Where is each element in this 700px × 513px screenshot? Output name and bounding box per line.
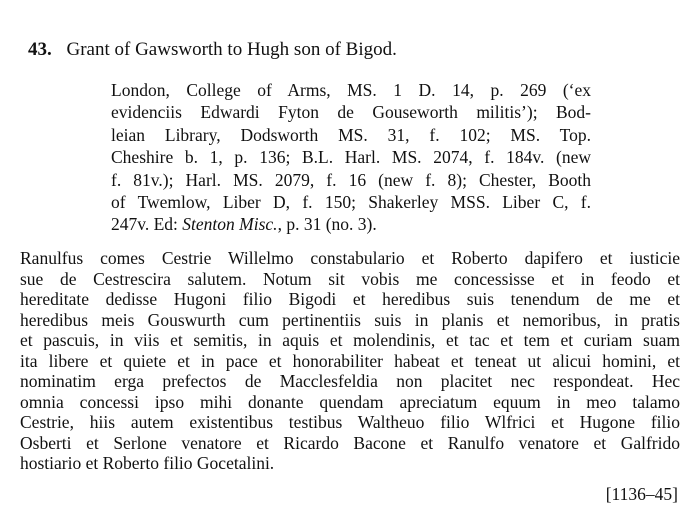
charter-line: hostiario et Roberto filio Gocetalini. (20, 453, 275, 473)
sources-line: London, College of Arms, MS. 1 D. 14, p. 269 (‘ex (111, 80, 591, 100)
charter-line: hereditate dedisse Hugoni filio Bigodi et heredibus suis tenendum de me et (20, 289, 680, 309)
sources-line: Cheshire b. 1, p. 136; B.L. Harl. MS. 2074, f. 184v. (new (111, 147, 591, 168)
sources-line: evidenciis Edwardi Fyton de Gouseworth militis’); Bod- (111, 102, 591, 123)
document-number: 43. (28, 39, 52, 60)
charter-line: heredibus meis Gouswurth cum pertinentiis suis in planis et nemoribus, in pratis (20, 309, 680, 330)
charter-line: et pascuis, in viis et semitis, in aquis et molendinis, et tac et tem et curiam suam (20, 330, 680, 350)
sources-line: leian Library, Dodsworth MS. 31, f. 102; MS. Top. (111, 124, 591, 145)
sources-edition-title: Stenton Misc. (182, 214, 278, 235)
sources-line-last (111, 213, 591, 235)
sources-edition-prefix: 247v. Ed: (111, 214, 183, 235)
charter-line: sue de Cestrescira salutem. Notum sit vobis me concessisse et in feodo et (20, 268, 680, 289)
document-title: Grant of Gawsworth to Hugh son of Bigod. (66, 39, 397, 60)
charter-line: ita libere et quiete et in pace et honorabiliter habeat et teneat ut alicui homini, et (20, 350, 680, 371)
sources-paragraph (111, 79, 591, 236)
charter-line: Ranulfus comes Cestrie Willelmo constabulario et Roberto dapifero et iusticie (20, 248, 680, 268)
sources-line: f. 81v.); Harl. MS. 2079, f. 16 (new f. 8); Chester, Booth (111, 169, 591, 190)
charter-line: omnia concessi ipso mihi donante quendam apreciatum equum in meo talamo (20, 391, 680, 412)
charter-line: nominatim erga prefectos de Macclesfeldia non placitet nec respondeat. Hec (20, 371, 680, 391)
sources-line: of Twemlow, Liber D, f. 150; Shakerley MSS. Liber C, f. (111, 192, 591, 213)
charter-line: Cestrie, hiis autem existentibus testibus Waltheuo filio Wlfrici et Hugone filio (20, 412, 680, 432)
charter-text (20, 248, 680, 474)
charter-line: Osberti et Serlone venatore et Ricardo Bacone et Ranulfo venatore et Galfrido (20, 432, 680, 453)
document-heading (28, 38, 678, 62)
sources-edition-suffix: , p. 31 (no. 3). (277, 214, 377, 235)
document-date: [1136–45] (605, 484, 678, 504)
